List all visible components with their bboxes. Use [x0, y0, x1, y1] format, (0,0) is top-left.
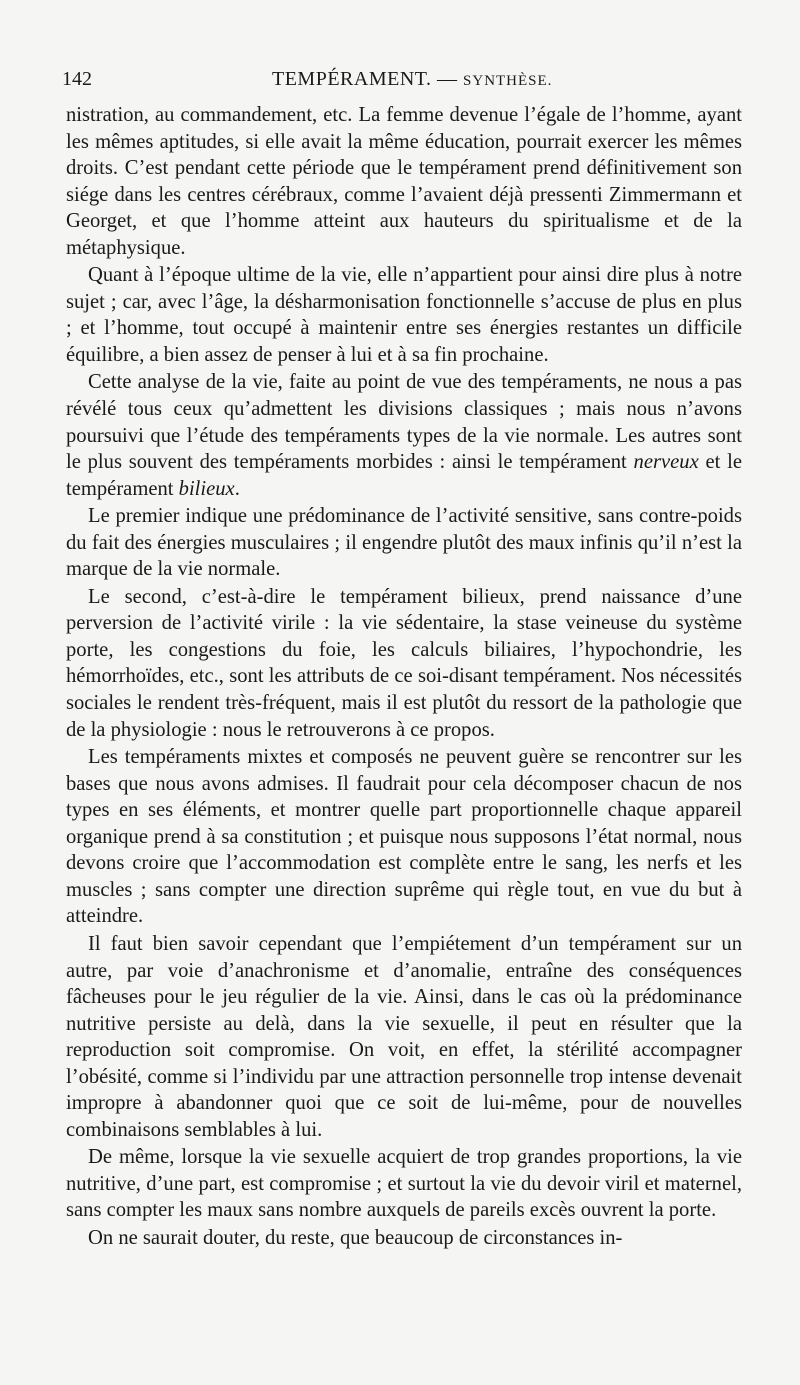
paragraph-text: et le tempérament — [66, 451, 742, 500]
italic-term: nerveux — [633, 451, 699, 474]
paragraph — [66, 369, 742, 502]
paragraph-text: . — [234, 477, 240, 500]
paragraph: Il faut bien savoir cependant que l’empiétement d’un tempérament sur un autre, par voie d’anachronisme et d’anomalie, entraîne des conséquences fâcheuses pour le jeu régulier de la vie. Ainsi, dans le cas où la prédominance nutritive persiste au delà, dans la vie sexuelle, il peut en résulter que la reproduction soit compromise. On voit, en effet, la stérilité accompagner l’obésité, comme si l’individu par une attraction personnelle trop intense devenait impropre à abandonner quoi que ce soit de lui-même, pour de nouvelles combinaisons semblables à lui. — [66, 932, 742, 1141]
running-head — [62, 68, 742, 100]
running-title-section: SYNTHÈSE. — [463, 73, 553, 89]
italic-term: bilieux — [178, 477, 235, 500]
paragraph-continued: nistration, au commandement, etc. La femme devenue l’égale de l’homme, ayant les mêmes aptitudes, si elle avait la même éducation, pourrait exercer les mêmes droits. C’est pendant cette période que le tempérament prend définitivement son siége dans les centres cérébraux, comme l’avaient déjà pressenti Zimmermann et Georget, et que l’homme atteint aux hauteurs du spiritualisme et de la métaphysique. — [66, 104, 742, 259]
page-number: 142 — [62, 68, 92, 90]
page-body — [66, 102, 742, 1253]
running-title — [272, 68, 552, 91]
paragraph: De même, lorsque la vie sexuelle acquiert de trop grandes proportions, la vie nutritive, d’une part, est compromise ; et surtout la vie du devoir viril et maternel, sans compter les maux sans nombre auxquels de pareils excès ouvrent la porte. — [66, 1146, 742, 1222]
running-title-main: TEMPÉRAMENT. — — [272, 68, 464, 90]
paragraph: Quant à l’époque ultime de la vie, elle n’appartient pour ainsi dire plus à notre sujet ; car, avec l’âge, la désharmonisation fonctionnelle s’accuse de plus en plus ; et l’homme, tout occupé à maintenir entre ses énergies restantes un difficile équilibre, a bien assez de penser à lui et à sa fin prochaine. — [66, 264, 742, 366]
paragraph: Le second, c’est-à-dire le tempérament bilieux, prend naissance d’une perversion de l’activité virile : la vie sédentaire, la stase veineuse du système porte, les congestions du foie, les calculs biliaires, l’hypochondrie, les hémorrhoïdes, etc., sont les attributs de ce soi-disant tempérament. Nos nécessités sociales le rendent très-fréquent, mais il est plutôt du ressort de la pathologie que de la physiologie : nous le retrouverons à ce propos. — [66, 585, 742, 741]
paragraph: Le premier indique une prédominance de l’activité sensitive, sans contre-poids du fait des énergies musculaires ; il engendre plutôt des maux infinis qu’il n’est la marque de la vie normale. — [66, 505, 742, 581]
paragraph: On ne saurait douter, du reste, que beaucoup de circonstances in- — [88, 1226, 623, 1249]
paragraph-text: Cette analyse de la vie, faite au point de vue des tempéraments, ne nous a pas révélé tous ceux qu’admettent les divisions classiques ; mais nous n’avons poursuivi que l’étude des tempéraments types de la vie normale. Les autres sont le plus souvent des tempéraments morbides : ainsi le tempérament — [66, 371, 742, 474]
paragraph: Les tempéraments mixtes et composés ne peuvent guère se rencontrer sur les bases que nous avons admises. Il faudrait pour cela décomposer chacun de nos types en ses éléments, et montrer quelle part proportionnelle chaque appareil organique prend à sa constitution ; et puisque nous supposons l’état normal, nous devons croire que l’accommodation est complète entre le sang, les nerfs et les muscles ; sans compter une direction suprême qui règle tout, en vue du but à atteindre. — [66, 746, 742, 928]
